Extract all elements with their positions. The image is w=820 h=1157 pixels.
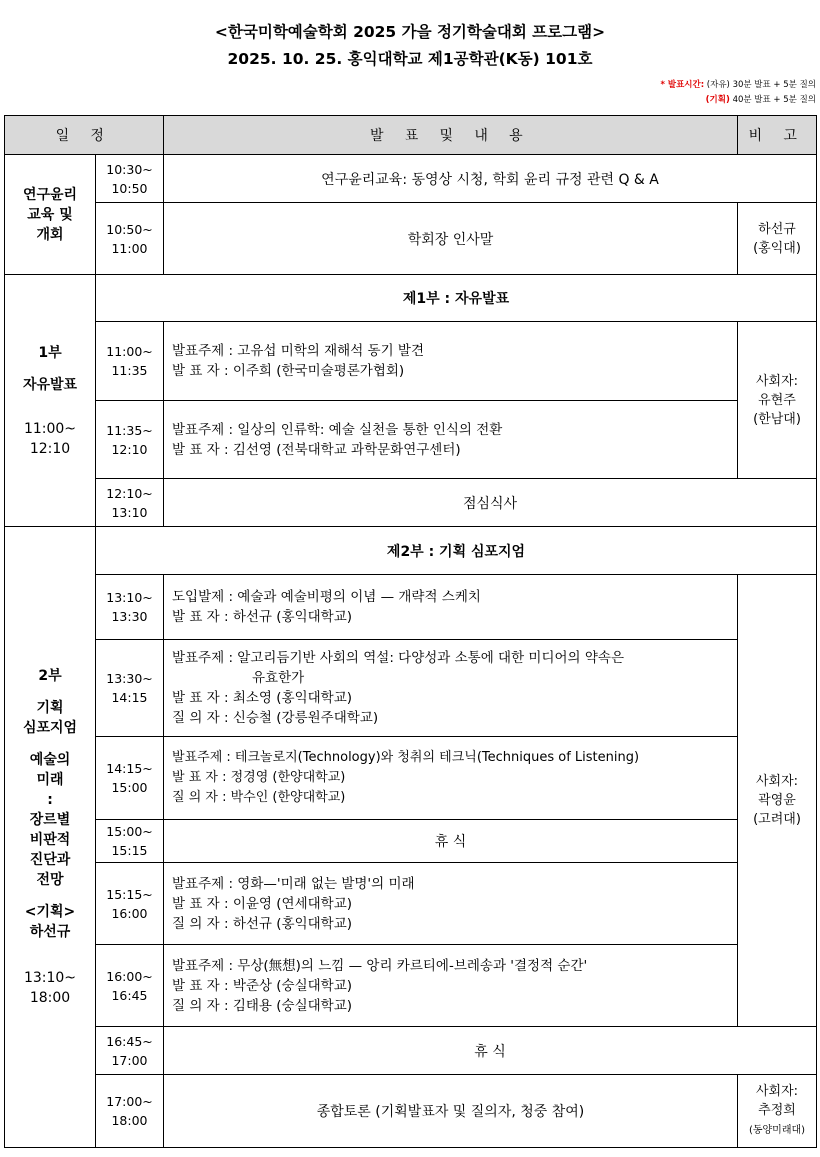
greeting-remark: 하선규 (홍익대) — [738, 203, 817, 275]
time-cell: 16:00~ 16:45 — [96, 945, 164, 1027]
section-free-label: 1부 자유발표 11:00~ 12:10 — [5, 275, 96, 527]
table-row — [5, 203, 817, 275]
table-row — [5, 275, 817, 322]
table-row — [5, 1075, 817, 1148]
header-remarks: 비 고 — [738, 116, 817, 155]
sec-label: 연구윤리 — [22, 186, 78, 203]
table-row — [5, 1027, 817, 1075]
table-row — [5, 479, 817, 527]
moderator-symposium: 사회자: 곽영윤 (고려대) — [738, 575, 817, 1027]
table-row — [5, 820, 817, 863]
time-cell: 16:45~ 17:00 — [96, 1027, 164, 1075]
table-row — [5, 737, 817, 820]
table-row — [5, 155, 817, 203]
table-row — [5, 401, 817, 479]
table-row — [5, 575, 817, 640]
time-note-planned-text: 40분 발표 + 5분 질의 — [729, 95, 816, 105]
time-cell: 12:10~ 13:10 — [96, 479, 164, 527]
header-schedule: 일 정 — [5, 116, 164, 155]
break-content: 휴 식 — [164, 820, 738, 863]
time-note-free-text: (자유) 30분 발표 + 5분 질의 — [704, 80, 816, 90]
time-cell: 10:30~ 10:50 — [96, 155, 164, 203]
lunch-content: 점심식사 — [164, 479, 817, 527]
presentation-cell: 도입발제 : 예술과 예술비평의 이념 — 개략적 스케치 발 표 자 : 하선규 (홍익대학교) — [164, 575, 738, 640]
time-note-planned — [706, 93, 816, 105]
time-cell: 13:30~ 14:15 — [96, 640, 164, 737]
table-row — [5, 863, 817, 945]
time-cell: 10:50~ 11:00 — [96, 203, 164, 275]
presentation-cell: 발표주제 : 영화—'미래 없는 발명'의 미래 발 표 자 : 이윤영 (연세대학교) 질 의 자 : 하선규 (홍익대학교) — [164, 863, 738, 945]
time-cell: 15:15~ 16:00 — [96, 863, 164, 945]
table-row — [5, 945, 817, 1027]
sec-label: 교육 및 — [27, 206, 73, 223]
section-symposium-label: 2부 기획 심포지엄 예술의 미래 : 장르별 비판적 진단과 전망 <기획> 하선규 13:10~ 18:00 — [5, 527, 96, 1148]
time-note-free — [660, 78, 816, 90]
time-cell: 13:10~ 13:30 — [96, 575, 164, 640]
greeting-content: 학회장 인사말 — [164, 203, 738, 275]
table-row — [5, 322, 817, 401]
time-note-label: * 발표시간: — [660, 80, 705, 90]
section-symposium-heading: 제2부 : 기획 심포지엄 — [96, 527, 817, 575]
presentation-cell: 발표주제 : 알고리듬기반 사회의 역설: 다양성과 소통에 대한 미디어의 약속은 유효한가 발 표 자 : 최소영 (홍익대학교) 질 의 자 : 신승철 (강릉원주대학교) — [164, 640, 738, 737]
ethics-content: 연구윤리교육: 동영상 시청, 학회 윤리 규정 관련 Q & A — [164, 155, 817, 203]
program-subtitle: 2025. 10. 25. 홍익대학교 제1공학관(K동) 101호 — [227, 50, 593, 68]
time-cell: 15:00~ 15:15 — [96, 820, 164, 863]
header-content: 발 표 및 내 용 — [164, 116, 738, 155]
section-ethics-label — [5, 155, 96, 275]
presentation-cell: 발표주제 : 고유섭 미학의 재해석 동기 발견 발 표 자 : 이주희 (한국미술평론가협회) — [164, 322, 738, 401]
program-title: <한국미학예술학회 2025 가을 정기학술대회 프로그램> — [214, 23, 606, 41]
discussion-content: 종합토론 (기획발표자 및 질의자, 청중 참여) — [164, 1075, 738, 1148]
sec-label: 개회 — [36, 226, 64, 243]
presentation-cell: 발표주제 : 일상의 인류학: 예술 실천을 통한 인식의 전환 발 표 자 : 김선영 (전북대학교 과학문화연구센터) — [164, 401, 738, 479]
time-cell: 11:35~ 12:10 — [96, 401, 164, 479]
moderator-free: 사회자: 유현주 (한남대) — [738, 322, 817, 479]
table-header-row — [5, 116, 817, 155]
time-note-planned-label: (기획) — [705, 95, 730, 105]
presentation-cell: 발표주제 : 테크놀로지(Technology)와 청취의 테크닉(Techniques of Listening) 발 표 자 : 정경영 (한양대학교) 질 의 자 : 박수인 (한양대학교) — [164, 737, 738, 820]
table-row — [5, 640, 817, 737]
table-row — [5, 527, 817, 575]
moderator-discussion: 사회자: 추정희 (동양미래대) — [738, 1075, 817, 1148]
break-content: 휴 식 — [164, 1027, 817, 1075]
time-cell: 14:15~ 15:00 — [96, 737, 164, 820]
presentation-cell: 발표주제 : 무상(無想)의 느낌 — 앙리 카르티에-브레송과 '결정적 순간' 발 표 자 : 박준상 (숭실대학교) 질 의 자 : 김태용 (숭실대학교) — [164, 945, 738, 1027]
section-free-heading: 제1부 : 자유발표 — [96, 275, 817, 322]
time-cell: 11:00~ 11:35 — [96, 322, 164, 401]
time-cell: 17:00~ 18:00 — [96, 1075, 164, 1148]
program-table — [4, 115, 817, 1148]
